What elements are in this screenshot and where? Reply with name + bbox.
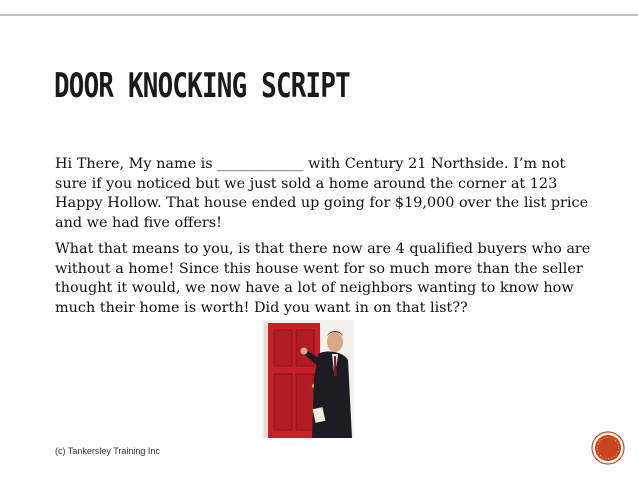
script-paragraph-2: What that means to you, is that there now are 4 qualified buyers who are without a home! Since this house went for so much more than the seller thought it would, we now have a lot of neighbors wanting to know how much their home is worth! Did you want in on that list?? [55,241,591,316]
script-paragraph-1: Hi There, My name is ____________ with Century 21 Northside. I’m not sure if you noticed but we just sold a home around the corner at 123 Happy Hollow. That house ended up going for $19,000 over the list price and we had five offers! [55,156,589,231]
top-divider [0,14,638,16]
door-knocking-photo [262,320,354,438]
slide-badge-icon [591,431,625,465]
copyright-footer: (c) Tankersley Training Inc [55,446,160,456]
slide-title: DOOR KNOCKING SCRIPT [54,66,350,106]
script-body [55,155,595,325]
